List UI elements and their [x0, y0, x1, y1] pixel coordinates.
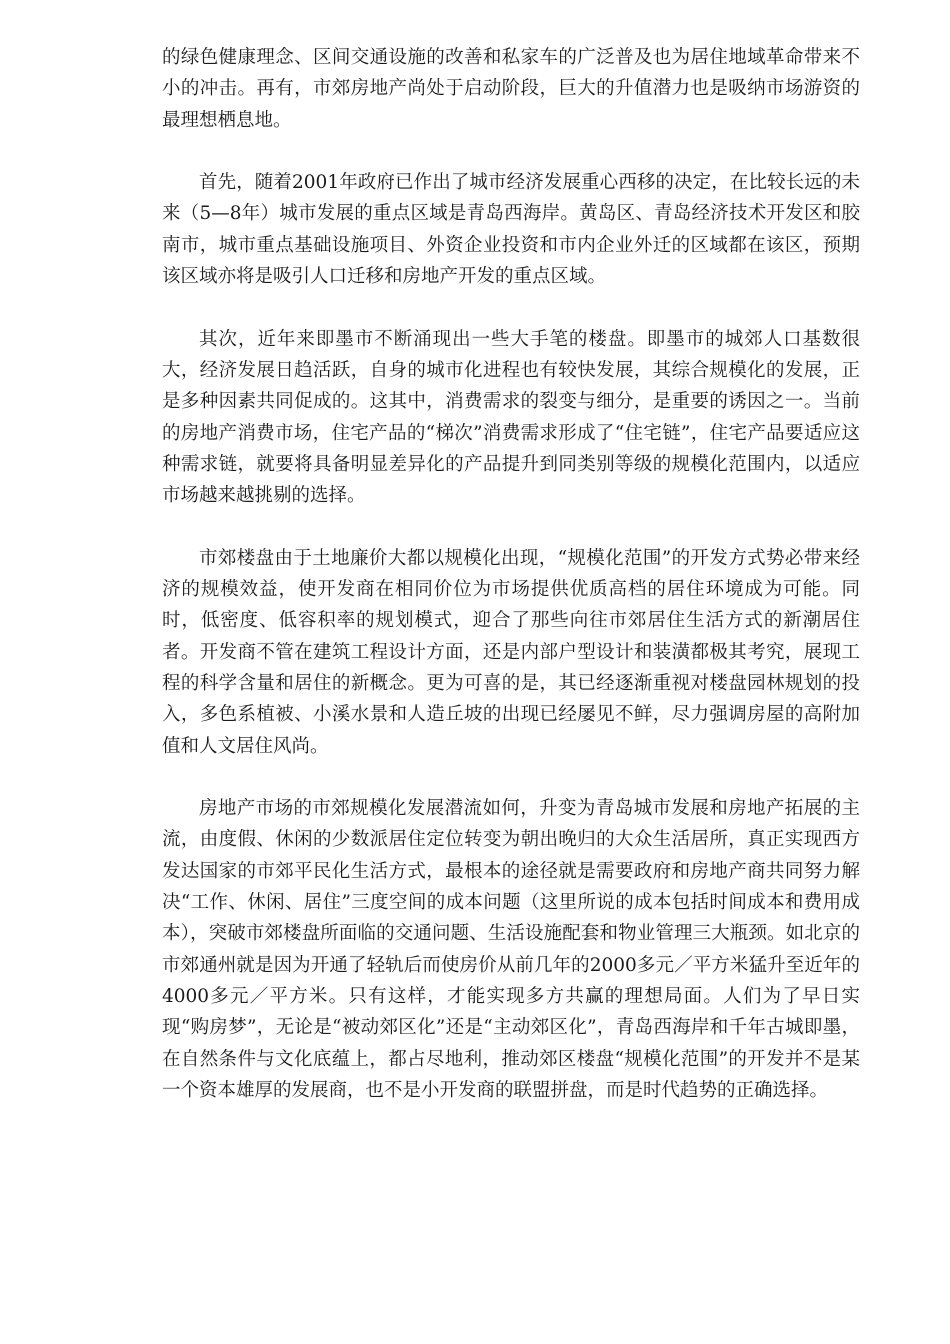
paragraph-west-coast: 首先，随着2001年政府已作出了城市经济发展重心西移的决定，在比较长远的未来（5—8年）城市发展的重点区域是青岛西海岸。黄岛区、青岛经济技术开发区和胶南市，城市重点基础设施项目、外资企业投资和市内企业外迁的区域都在该区，预期该区域亦将是吸引人口迁移和房地产开发的重点区域。 — [162, 172, 860, 288]
paragraph-continued: 的绿色健康理念、区间交通设施的改善和私家车的广泛普及也为居住地域革命带来不小的冲击。再有，市郊房地产尚处于启动阶段，巨大的升值潜力也是吸纳市场游资的最理想栖息地。 — [162, 47, 860, 131]
paragraph-suburban-scale: 市郊楼盘由于土地廉价大都以规模化出现，“规模化范围”的开发方式势必带来经济的规模效益，使开发商在相同价位为市场提供优质高档的居住环境成为可能。同时，低密度、低容积率的规划模式，迎合了那些向往市郊居住生活方式的新潮居住者。开发商不管在建筑工程设计方面，还是内部户型设计和装潢都极其考究，展现工程的科学含量和居住的新概念。更为可喜的是，其已经逐渐重视对楼盘园林规划的投入，多色系植被、小溪水景和人造丘坡的出现已经屡见不鲜，尽力强调房屋的高附加值和人文居住风尚。 — [162, 547, 860, 757]
paragraph-jimo: 其次，近年来即墨市不断涌现出一些大手笔的楼盘。即墨市的城郊人口基数很大，经济发展日趋活跃，自身的城市化进程也有较快发展，其综合规模化的发展，正是多种因素共同促成的。这其中，消费需求的裂变与细分，是重要的诱因之一。当前的房地产消费市场，住宅产品的“梯次”消费需求形成了“住宅链”，住宅产品要适应这种需求链，就要将具备明显差异化的产品提升到同类别等级的规模化范围内，以适应市场越来越挑剔的选择。 — [162, 328, 860, 507]
document-page — [162, 42, 860, 1137]
paragraph-conclusion: 房地产市场的市郊规模化发展潜流如何，升变为青岛城市发展和房地产拓展的主流，由度假、休闲的少数派居住定位转变为朝出晚归的大众生活居所，真正实现西方发达国家的市郊平民化生活方式，最根本的途径就是需要政府和房地产商共同努力解决“工作、休闲、居住”三度空间的成本问题（这里所说的成本包括时间成本和费用成本），突破市郊楼盘所面临的交通问题、生活设施配套和物业管理三大瓶颈。如北京的市郊通州就是因为开通了轻轨后而使房价从前几年的2000多元／平方米猛升至近年的4000多元／平方米。只有这样，才能实现多方共赢的理想局面。人们为了早日实现“购房梦”，无论是“被动郊区化”还是“主动郊区化”，青岛西海岸和千年古城即墨，在自然条件与文化底蕴上，都占尽地利，推动郊区楼盘“规模化范围”的开发并不是某一个资本雄厚的发展商，也不是小开发商的联盟拼盘，而是时代趋势的正确选择。 — [162, 798, 860, 1101]
